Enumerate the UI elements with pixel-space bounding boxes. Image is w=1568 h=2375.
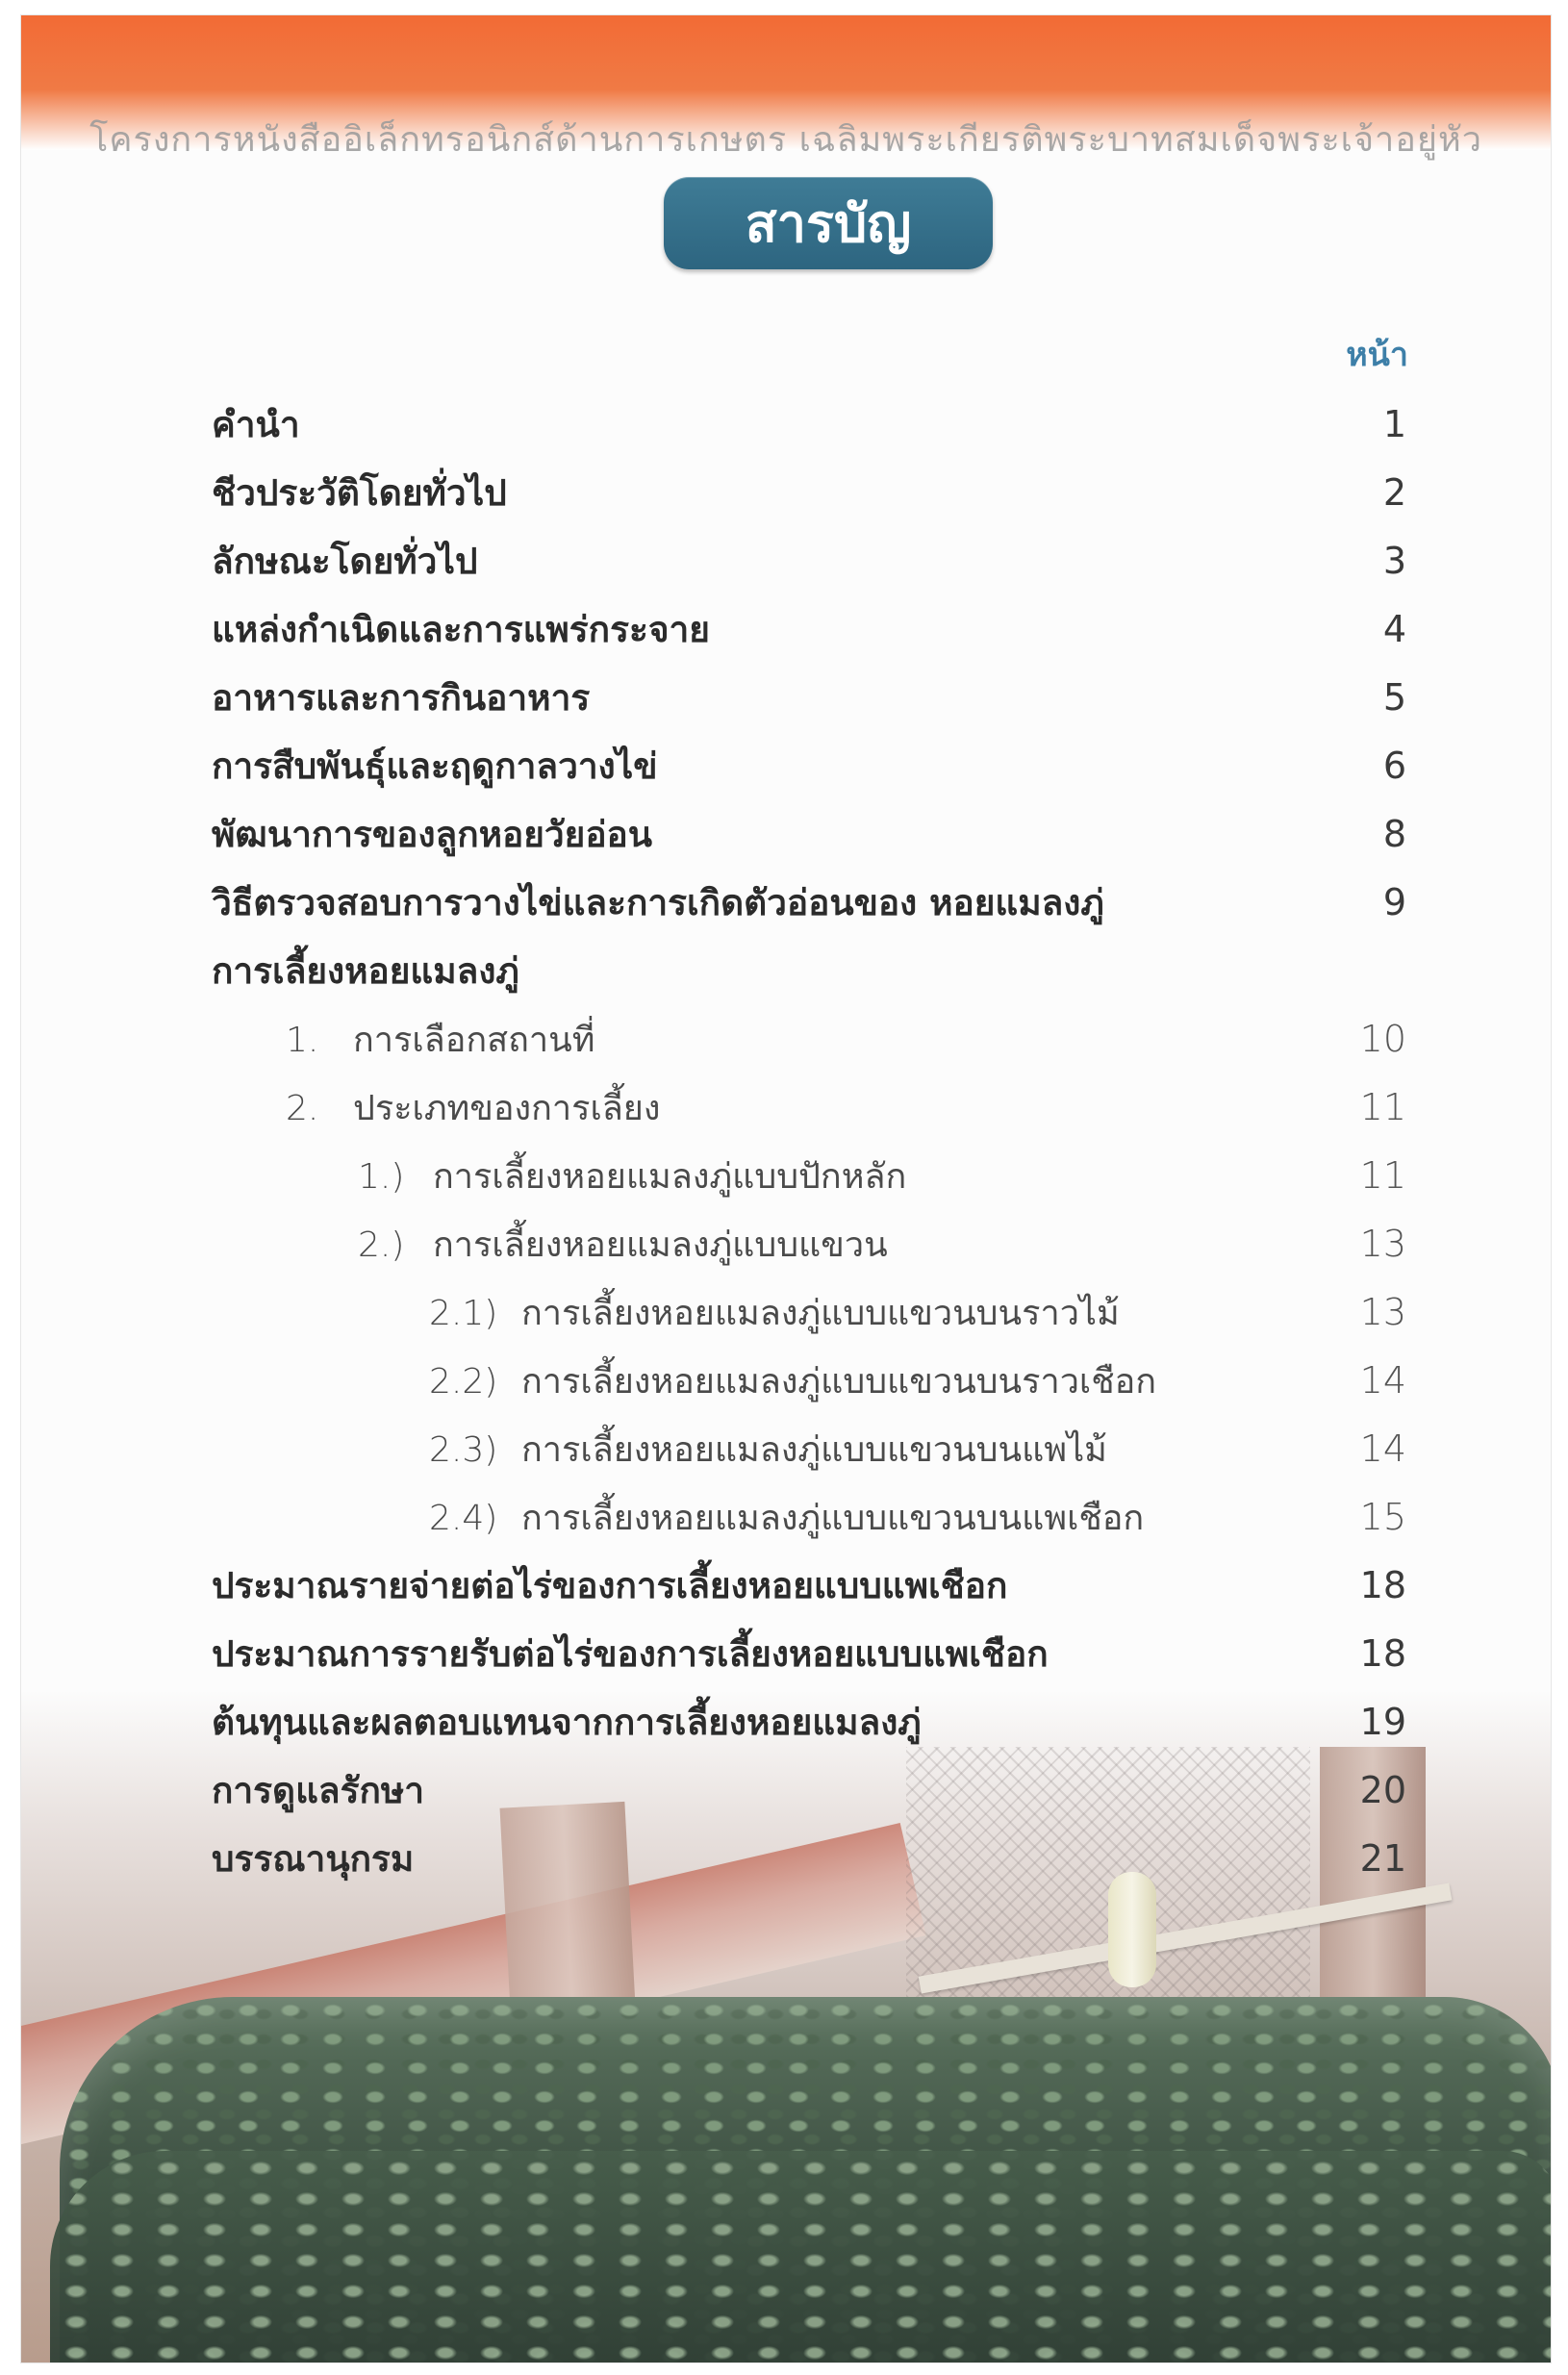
toc-entry-label <box>212 465 507 521</box>
toc-entry-label <box>212 670 590 726</box>
toc-entry-label <box>212 1762 424 1819</box>
toc-entry-number: 2.) <box>358 1225 405 1265</box>
toc-entry-number: 2. <box>286 1088 319 1128</box>
toc-entry-text: วิธีตรวจสอบการวางไข่และการเกิดตัวอ่อนของ หอยแมลงภู่ <box>212 881 1104 923</box>
toc-entry-page-number: 6 <box>1382 745 1406 787</box>
toc-entry <box>21 461 1551 524</box>
toc-entry <box>21 1417 1551 1480</box>
toc-entry-label <box>286 1012 594 1067</box>
toc-entry-number: 2.4) <box>429 1498 498 1538</box>
toc-entry-label <box>212 601 710 658</box>
toc-entry-text: การเลี้ยงหอยแมลงภู่แบบแขวนบนแพเชือก <box>521 1498 1145 1538</box>
toc-entry-label <box>358 1217 888 1272</box>
toc-entry-label <box>212 533 478 590</box>
toc-entry-label <box>212 1831 414 1887</box>
toc-entry-text: ลักษณะโดยทั่วไป <box>212 540 478 582</box>
toc-entry-label <box>429 1490 1144 1545</box>
toc-entry <box>21 1349 1551 1412</box>
toc-entry <box>21 802 1551 866</box>
toc-entry-page-number: 11 <box>1359 1154 1406 1197</box>
toc-entry-text: คำนำ <box>212 403 300 445</box>
toc-entry-page-number: 13 <box>1359 1223 1406 1265</box>
toc-entry-page-number: 18 <box>1359 1564 1406 1606</box>
toc-entry-text: การเลือกสถานที่ <box>353 1020 595 1060</box>
toc-entry-text: ประเภทของการเลี้ยง <box>353 1088 661 1128</box>
toc-entry <box>21 734 1551 797</box>
toc-entry-number: 2.1) <box>429 1293 498 1333</box>
toc-entry <box>21 1144 1551 1207</box>
toc-entry-label <box>212 1694 922 1751</box>
toc-entry-page-number: 3 <box>1382 540 1406 582</box>
toc-entry-label <box>212 1557 1007 1614</box>
toc-entry-page-number: 14 <box>1359 1428 1406 1470</box>
toc-entry <box>21 871 1551 934</box>
toc-entry-number: 2.2) <box>429 1361 498 1402</box>
table-of-contents <box>21 15 1551 2362</box>
toc-entry <box>21 392 1551 456</box>
toc-entry-text: ประมาณการรายรับต่อไร่ของการเลี้ยงหอยแบบแพเชือก <box>212 1632 1049 1675</box>
toc-entry-text: การเลี้ยงหอยแมลงภู่แบบแขวน <box>433 1225 888 1265</box>
toc-entry-page-number: 19 <box>1359 1701 1406 1743</box>
document-page <box>21 15 1551 2362</box>
toc-entry-page-number: 13 <box>1359 1291 1406 1333</box>
toc-entry <box>21 1212 1551 1276</box>
toc-entry-label <box>212 874 1104 931</box>
toc-entry <box>21 1554 1551 1617</box>
toc-entry-label <box>429 1422 1107 1477</box>
toc-entry-page-number: 21 <box>1359 1837 1406 1880</box>
toc-entry-label <box>212 396 300 453</box>
toc-entry-page-number: 9 <box>1382 881 1406 923</box>
toc-entry-text: การสืบพันธุ์และฤดูกาลวางไข่ <box>212 745 658 787</box>
toc-entry <box>21 666 1551 729</box>
toc-entry <box>21 1758 1551 1822</box>
project-header-line: โครงการหนังสืออิเล็กทรอนิกส์ด้านการเกษตร เฉลิมพระเกียรติพระบาทสมเด็จพระเจ้าอยู่หัว <box>89 120 1482 160</box>
toc-entry <box>21 1827 1551 1890</box>
toc-entry-text: บรรณานุกรม <box>212 1837 415 1880</box>
toc-entry-number: 2.3) <box>429 1429 498 1470</box>
page-column-label: หน้า <box>1346 336 1408 374</box>
toc-entry-text: การเลี้ยงหอยแมลงภู่แบบแขวนบนราวเชือก <box>521 1361 1157 1402</box>
toc-entry-text: อาหารและการกินอาหาร <box>212 676 591 719</box>
toc-entry <box>21 1485 1551 1549</box>
toc-entry-text: การดูแลรักษา <box>212 1769 425 1811</box>
toc-entry-label <box>212 943 519 999</box>
toc-entry <box>21 1622 1551 1685</box>
toc-entry-label <box>212 738 658 795</box>
toc-entry-page-number: 20 <box>1359 1769 1406 1811</box>
toc-entry <box>21 1007 1551 1071</box>
toc-entry-page-number: 1 <box>1382 403 1406 445</box>
toc-entry-page-number: 2 <box>1382 471 1406 514</box>
toc-entry-text: การเลี้ยงหอยแมลงภู่แบบแขวนบนแพไม้ <box>521 1429 1107 1470</box>
toc-entry-page-number: 15 <box>1359 1496 1406 1538</box>
toc-entry-label <box>286 1080 660 1135</box>
toc-entry-label <box>212 1626 1049 1682</box>
toc-entry-label <box>429 1285 1120 1340</box>
toc-entry-page-number: 8 <box>1382 813 1406 855</box>
toc-entry-label <box>212 806 652 863</box>
toc-entry-text: พัฒนาการของลูกหอยวัยอ่อน <box>212 813 653 855</box>
toc-entry-page-number: 10 <box>1359 1018 1406 1060</box>
toc-entry-number: 1.) <box>358 1156 405 1197</box>
toc-entry-text: ชีวประวัติโดยทั่วไป <box>212 471 507 514</box>
toc-entry-label <box>358 1149 906 1203</box>
toc-entry-page-number: 5 <box>1382 676 1406 719</box>
toc-entry-text: การเลี้ยงหอยแมลงภู่แบบแขวนบนราวไม้ <box>521 1293 1120 1333</box>
toc-entry <box>21 1075 1551 1139</box>
toc-entry <box>21 1690 1551 1754</box>
toc-entry <box>21 939 1551 1002</box>
toc-entry-text: ประมาณรายจ่ายต่อไร่ของการเลี้ยงหอยแบบแพเชือก <box>212 1564 1008 1606</box>
toc-entry <box>21 1280 1551 1344</box>
toc-entry-text: การเลี้ยงหอยแมลงภู่แบบปักหลัก <box>433 1156 907 1197</box>
toc-entry-text: การเลี้ยงหอยแมลงภู่ <box>212 949 519 992</box>
toc-entry-page-number: 4 <box>1382 608 1406 650</box>
toc-entry-page-number: 14 <box>1359 1359 1406 1402</box>
toc-entry-page-number: 11 <box>1359 1086 1406 1128</box>
toc-entry <box>21 597 1551 661</box>
toc-entry-text: ต้นทุนและผลตอบแทนจากการเลี้ยงหอยแมลงภู่ <box>212 1701 922 1743</box>
toc-entry-text: แหล่งกำเนิดและการแพร่กระจาย <box>212 608 710 650</box>
toc-title: สารบัญ <box>745 193 912 254</box>
toc-entry-page-number: 18 <box>1359 1632 1406 1675</box>
toc-entry-label <box>429 1353 1156 1408</box>
toc-entry-number: 1. <box>286 1020 319 1060</box>
toc-entry <box>21 529 1551 593</box>
